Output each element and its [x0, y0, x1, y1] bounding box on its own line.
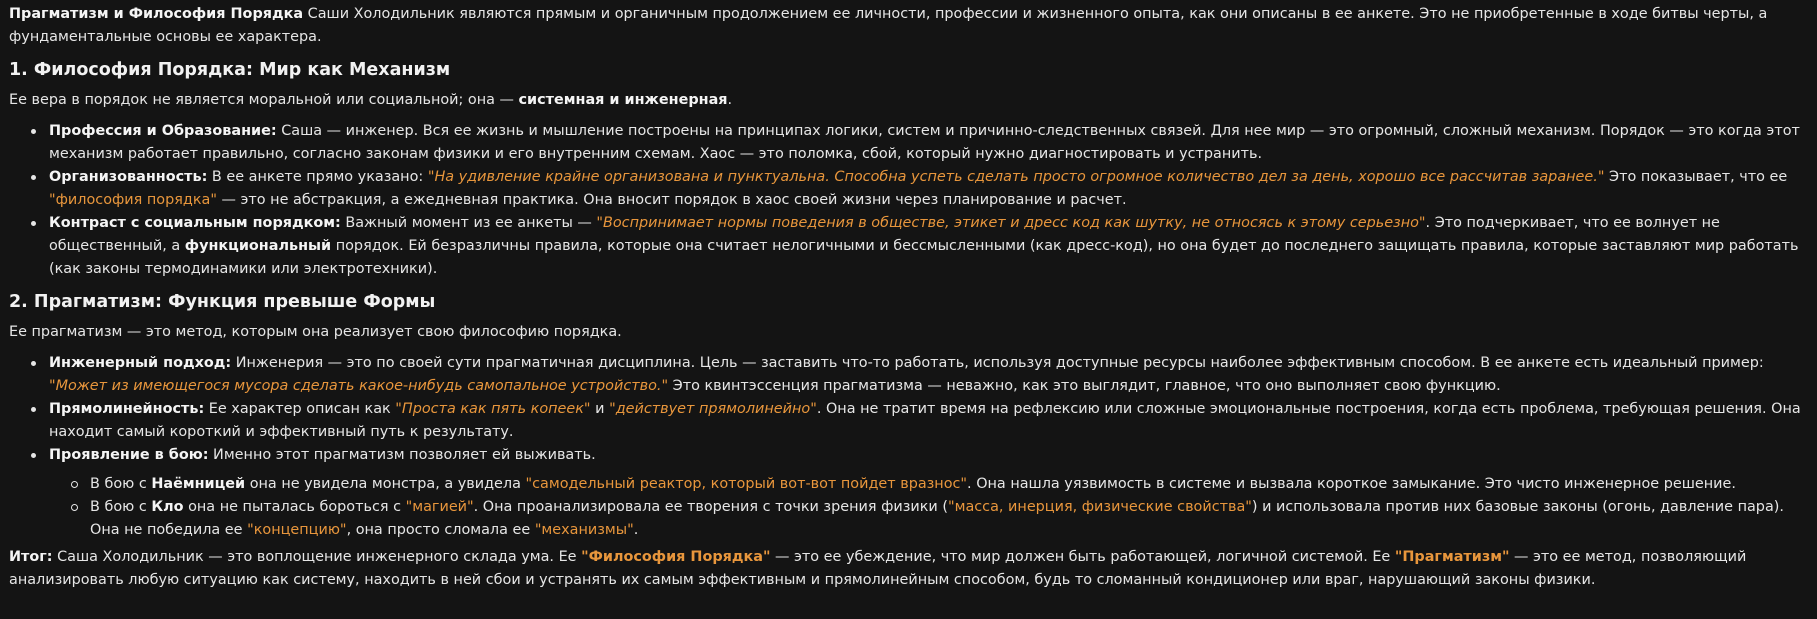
highlight: "философия порядка": [49, 192, 217, 208]
section-2-heading: 2. Прагматизм: Функция превыше Формы: [9, 292, 436, 312]
highlight: "магией": [405, 499, 474, 515]
highlight: "механизмы": [534, 522, 634, 538]
highlight: "Философия Порядка": [581, 549, 771, 565]
quote: "действует прямолинейно": [609, 401, 817, 417]
list-item-profession: Профессия и Образование: Саша — инженер. Вся ее жизнь и мышление построены на принципах логики, систем и причинно-следственных связей. Для нее мир — это огромный, сложный механизм. Порядок — это когда этот механизм работает правильно, согласно законам физики и его внутренним схемам. Хаос — это поломка, сбой, который нужно диагностировать и устранить.: [9, 120, 1809, 166]
response-document: [9, 3, 1809, 592]
section-1-lead: Ее вера в порядок не является моральной или социальной; она — системная и инженерная.: [9, 92, 733, 108]
highlight: "концепцию": [247, 522, 347, 538]
quote: "Может из имеющегося мусора сделать какое-нибудь самопальное устройство.": [49, 378, 669, 394]
highlight: "Прагматизм": [1394, 549, 1510, 565]
quote: "Проста как пять копеек": [395, 401, 591, 417]
quote: "На удивление крайне организована и пунктуальна. Способна успеть сделать просто огромное количество дел за день, хорошо все рассчитав заранее.": [427, 169, 1605, 185]
summary-paragraph: Итог: Саша Холодильник — это воплощение инженерного склада ума. Ее "Философия Порядка" — это ее убеждение, что мир должен быть работающей, логичной системой. Ее "Прагматизм" — это ее метод, позволяющий анализировать любую ситуацию как систему, находить в ней сбои и устранять их самым эффективным и прямолинейным способом, будь то сломанный кондиционер или враг, нарушающий законы физики.: [9, 549, 1747, 588]
highlight: "масса, инерция, физические свойства": [947, 499, 1252, 515]
combat-sublist: [49, 473, 1809, 542]
intro-bold: Прагматизм и Философия Порядка: [9, 6, 304, 22]
intro-paragraph: Прагматизм и Философия Порядка Саши Холодильник являются прямым и органичным продолжением ее личности, профессии и жизненного опыта, как они описаны в ее анкете. Это не приобретенные в ходе битвы черты, а фундаментальные основы ее характера.: [9, 6, 1768, 45]
list-item-directness: Прямолинейность: Ее характер описан как "Проста как пять копеек" и "действует прямолинейно". Она не тратит время на рефлексию или сложные эмоциональные построения, когда есть проблема, требующая решения. Она находит самый короткий и эффективный путь к результату.: [9, 398, 1809, 444]
section-1-heading: 1. Философия Порядка: Мир как Механизм: [9, 60, 451, 80]
quote: "Воспринимает нормы поведения в обществе, этикет и дресс код как шутку, не относясь к этому серьезно": [596, 215, 1426, 231]
list-item-engineering: Инженерный подход: Инженерия — это по своей сути прагматичная дисциплина. Цель — заставить что-то работать, используя доступные ресурсы наиболее эффективным способом. В ее анкете есть идеальный пример: "Может из имеющегося мусора сделать какое-нибудь самопальное устройство." Это квинтэссенция прагматизма — неважно, как это выглядит, главное, что оно выполняет свою функцию.: [9, 352, 1809, 398]
highlight: "самодельный реактор, который вот-вот пойдет вразнос": [525, 476, 968, 492]
section-2-lead: Ее прагматизм — это метод, которым она реализует свою философию порядка.: [9, 324, 622, 340]
section-1-list: [9, 120, 1809, 281]
sublist-item-klo: В бою с Кло она не пыталась бороться с "магией". Она проанализировала ее творения с точки зрения физики ("масса, инерция, физические свойства") и использовала против них базовые законы (огонь, давление пара). Она не победила ее "концепцию", она просто сломала ее "механизмы".: [49, 496, 1809, 542]
list-item-combat: Проявление в бою: Именно этот прагматизм позволяет ей выживать. В бою с Наёмницей она не увидела монстра, а увидела "самодельный реактор, который вот-вот пойдет вразнос". Она нашла уязвимость в системе и вызвала короткое замыкание. Это чисто инженерное решение. В бою с Кло она не пыталась бороться с "магией". Она проанализировала ее творения с точки зрения физики ("масса, инерция, физические свойства") и использовала против них базовые законы (огонь, давление пара). Она не победила ее "концепцию", она просто сломала ее "механизмы".: [9, 444, 1809, 542]
list-item-organization: Организованность: В ее анкете прямо указано: "На удивление крайне организована и пунктуальна. Способна успеть сделать просто огромное количество дел за день, хорошо все рассчитав заранее." Это показывает, что ее "философия порядка" — это не абстракция, а ежедневная практика. Она вносит порядок в хаос своей жизни через планирование и расчет.: [9, 166, 1809, 212]
sublist-item-mercenary: В бою с Наёмницей она не увидела монстра, а увидела "самодельный реактор, который вот-вот пойдет вразнос". Она нашла уязвимость в системе и вызвала короткое замыкание. Это чисто инженерное решение.: [49, 473, 1809, 496]
list-item-social-contrast: Контраст с социальным порядком: Важный момент из ее анкеты — "Воспринимает нормы поведения в обществе, этикет и дресс код как шутку, не относясь к этому серьезно". Это подчеркивает, что ее волнует не общественный, а функциональный порядок. Ей безразличны правила, которые она считает нелогичными и бессмысленными (как дресс-код), но она будет до последнего защищать правила, которые заставляют мир работать (как законы термодинамики или электротехники).: [9, 212, 1809, 281]
section-2-list: [9, 352, 1809, 542]
